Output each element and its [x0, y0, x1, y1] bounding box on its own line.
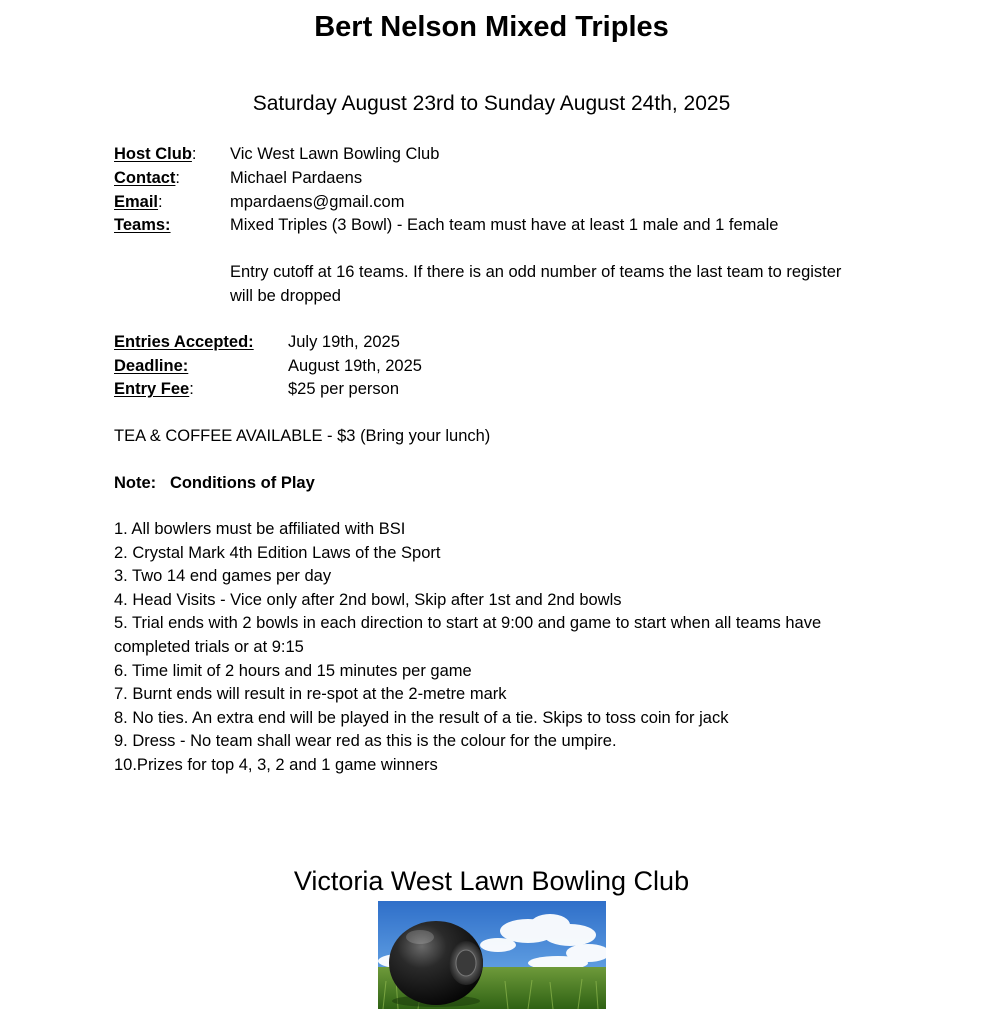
contact-value: Michael Pardaens [230, 169, 363, 187]
note-heading [114, 472, 315, 494]
host-club-label: Host Club [114, 145, 192, 163]
email-value[interactable]: mpardaens@gmail.com [230, 193, 405, 211]
list-item: 5. Trial ends with 2 bowls in each direction to start at 9:00 and game to start when all teams have completed trials or at 9:15 [114, 614, 822, 656]
entry-fee-value: $25 per person [288, 380, 399, 398]
note-prefix: Note: [114, 474, 157, 492]
list-item: 9. Dress - No team shall wear red as this is the colour for the umpire. [114, 732, 617, 751]
conditions-list [114, 518, 854, 778]
deadline-value: August 19th, 2025 [288, 357, 422, 375]
list-item: 7. Burnt ends will result in re-spot at the 2-metre mark [114, 685, 507, 704]
list-item: 2. Crystal Mark 4th Edition Laws of the Sport [114, 543, 441, 562]
contact-label: Contact [114, 169, 176, 187]
entries-accepted-value: July 19th, 2025 [288, 333, 400, 351]
event-dates: Saturday August 23rd to Sunday August 24th, 2025 [252, 92, 731, 115]
conditions-heading: Conditions of Play [169, 474, 315, 492]
entries-accepted-label: Entries Accepted: [114, 333, 254, 351]
deadline-label: Deadline: [114, 357, 189, 375]
entry-fee-label: Entry Fee [114, 380, 190, 398]
email-label: Email [114, 193, 159, 211]
teams-label: Teams: [114, 216, 171, 234]
list-item: 1. All bowlers must be affiliated with BSI [114, 520, 406, 538]
entry-cutoff-text: Entry cutoff at 16 teams. If there is an odd number of teams the last team to register will be dropped [230, 263, 842, 305]
teams-value: Mixed Triples (3 Bowl) - Each team must have at least 1 male and 1 female [230, 216, 779, 234]
list-item: 10.Prizes for top 4, 3, 2 and 1 game winners [114, 755, 438, 774]
lawn-bowl-image [378, 901, 606, 1009]
refreshments-text: TEA & COFFEE AVAILABLE - $3 (Bring your lunch) [114, 427, 491, 445]
list-item: 6. Time limit of 2 hours and 15 minutes per game [114, 661, 472, 680]
list-item: 8. No ties. An extra end will be played in the result of a tie. Skips to toss coin for jack [114, 708, 729, 727]
list-item: 4. Head Visits - Vice only after 2nd bowl, Skip after 1st and 2nd bowls [114, 590, 622, 609]
club-name: Victoria West Lawn Bowling Club [293, 866, 690, 896]
list-item: 3. Two 14 end games per day [114, 567, 332, 586]
host-club-value: Vic West Lawn Bowling Club [230, 145, 440, 163]
page-title: Bert Nelson Mixed Triples [314, 11, 669, 43]
